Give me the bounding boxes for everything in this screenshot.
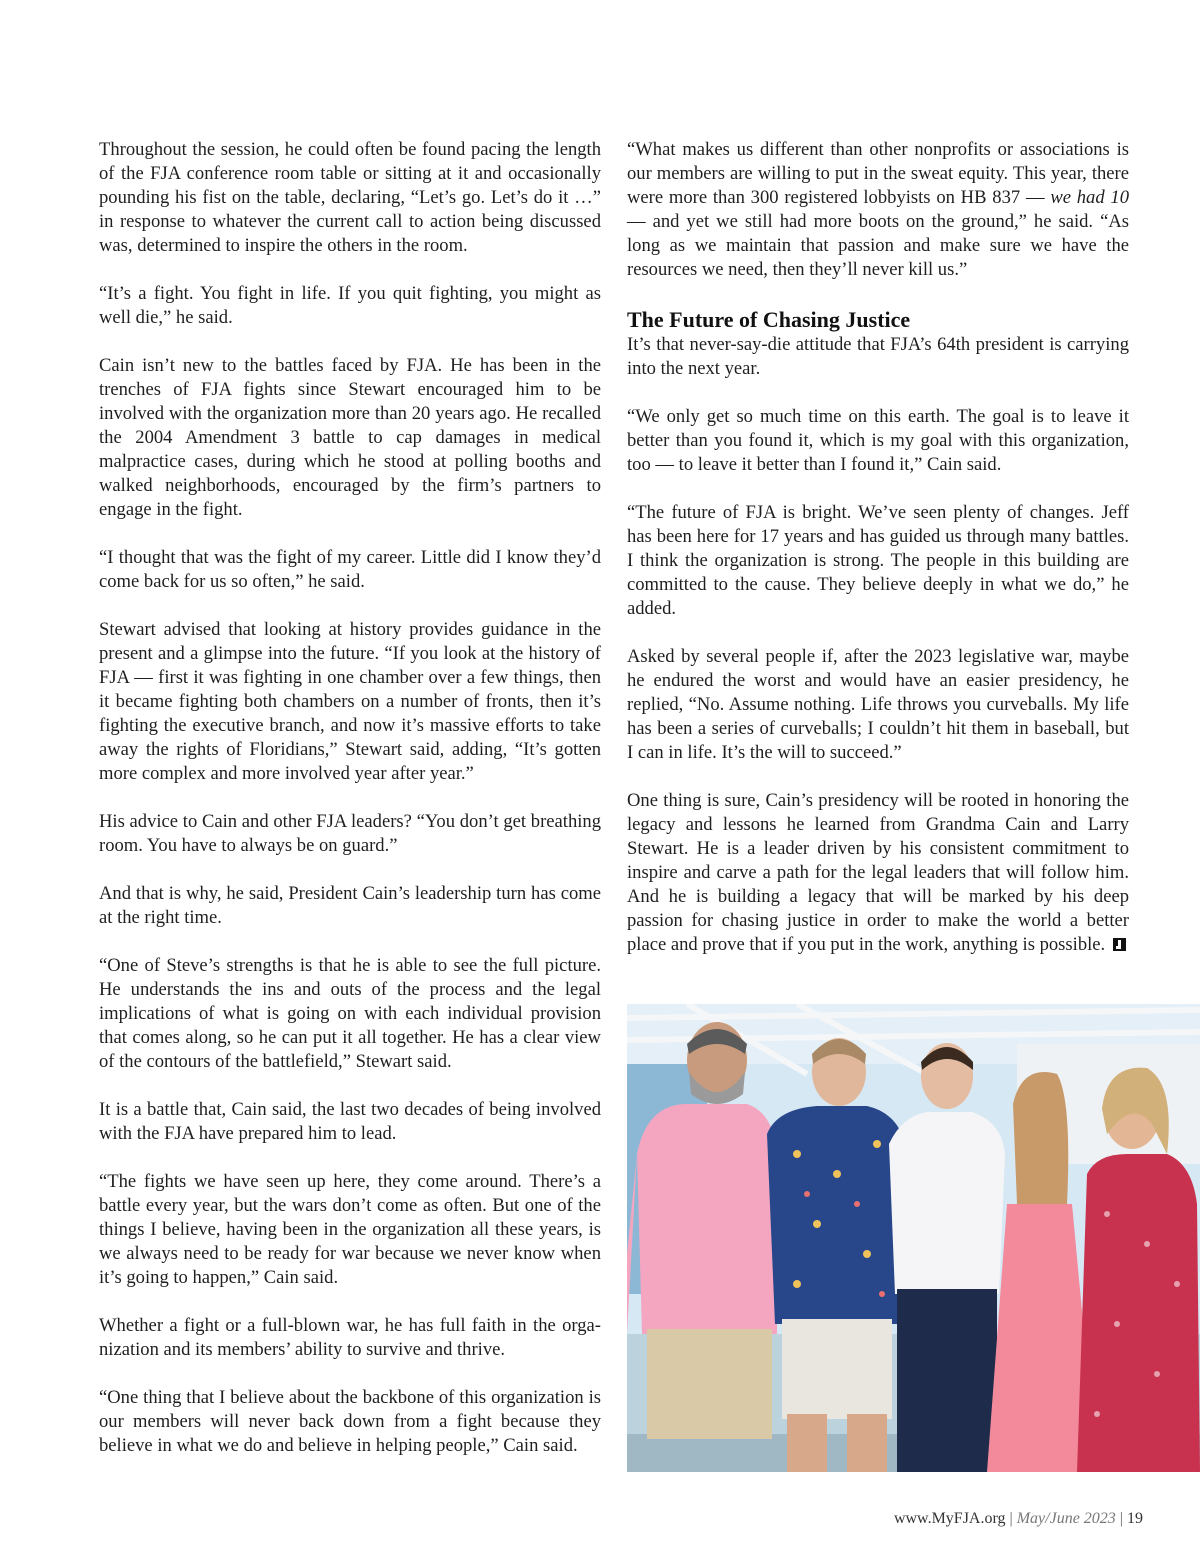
left-paragraph-12: “One thing that I believe about the backbone of this organization is our members will never back down from a fight because they believe in what we do and believe in helping people,” Cain said. bbox=[99, 1387, 601, 1456]
intro-italic-text: we had 10 bbox=[1050, 187, 1129, 208]
left-paragraph-5: Stewart advised that looking at history provides guidance in the present and a glimpse into the future. “If you look at the history of FJA — first it was fighting in one chamber over a few things, then it became fighting both chambers on a number of fronts, then it’s fighting the executive branch, and now it’s massive efforts to take away the rights of Floridians,” Stewart said, adding, “It’s gotten more complex and more involved year after year.” bbox=[99, 619, 601, 784]
right-paragraph-3: “The future of FJA is bright. We’ve seen plenty of changes. Jeff has been here for 17 years and has guided us through many battles. I think the organization is strong. The people in this building are committed to the cause. They believe deeply in what we do,” he added. bbox=[627, 502, 1129, 619]
family-photo-illustration bbox=[627, 1004, 1200, 1472]
left-paragraph-10: “The fights we have seen up here, they come around. There’s a battle every year, but the wars don’t come as often. But one of the things I believe, having been in the organization all these years, is we always need to be ready for war because we never know when it’s going to happen,” Cain said. bbox=[99, 1171, 601, 1288]
right-column bbox=[627, 138, 1129, 981]
right-paragraph-1: It’s that never-say-die attitude that FJA’s 64th president is carrying into the next year. bbox=[627, 334, 1129, 379]
left-paragraph-4: “I thought that was the fight of my career. Little did I know they’d come back for us so often,” he said. bbox=[99, 547, 601, 592]
left-paragraph-6: His advice to Cain and other FJA leaders? “You don’t get breathing room. You have to always be on guard.” bbox=[99, 811, 601, 856]
left-paragraph-11: Whether a fight or a full-blown war, he has full faith in the organization and its members’ ability to survive and thrive. bbox=[99, 1315, 601, 1360]
left-paragraph-3: Cain isn’t new to the battles faced by FJA. He has been in the trenches of FJA fights since Stewart encouraged him to be involved with the organization more than 20 years ago. He recalled the 2004 Amendment 3 battle to cap damages in medical malpractice cases, during which he stood at polling booths and walked neighborhoods, encouraged by the firm’s partners to engage in the fight. bbox=[99, 355, 601, 520]
footer-issue: May/June 2023 bbox=[1016, 1510, 1116, 1527]
closing-text: One thing is sure, Cain’s presidency will be rooted in honoring the legacy and lessons he learned from Grandma Cain and Larry Stewart. He is a leader driven by his consistent commitment to inspire and carve a path for the legal leaders that will follow him. And he is building a legacy that will be marked by his deep passion for chasing justice in order to make the world a better place and prove that if you put in the work, anything is possible. bbox=[627, 790, 1129, 955]
left-column bbox=[99, 138, 601, 1482]
article-end-icon bbox=[1113, 938, 1126, 951]
left-paragraph-9: It is a battle that, Cain said, the last two decades of being involved with the FJA have prepared him to lead. bbox=[99, 1099, 601, 1144]
family-photo bbox=[627, 1004, 1200, 1472]
intro-text-end: — and yet we still had more boots on the ground,” he said. “As long as we maintain that passion and make sure we have the resources we need, then they’ll never kill us.” bbox=[627, 211, 1129, 280]
right-closing-paragraph bbox=[627, 789, 1129, 957]
footer-divider-2: | bbox=[1119, 1510, 1123, 1527]
right-intro-paragraph bbox=[627, 138, 1129, 282]
section-heading: The Future of Chasing Justice bbox=[627, 307, 911, 332]
intro-text-start: “What makes us different than other nonprofits or associations is our members are willing to put in the sweat equity. This year, there were more than 300 registered lobbyists on HB 837 — bbox=[627, 139, 1129, 208]
left-paragraph-2: “It’s a fight. You fight in life. If you quit fighting, you might as well die,” he said. bbox=[99, 283, 601, 328]
footer-divider: | bbox=[1009, 1510, 1013, 1527]
footer-website: www.MyFJA.org bbox=[893, 1510, 1006, 1527]
page-footer bbox=[894, 1508, 1143, 1530]
left-paragraph-8: “One of Steve’s strengths is that he is able to see the full picture. He understands the ins and outs of the process and the legal implications of what is going on with each individual provision that comes along, so he can put it all together. He has a clear view of the contours of the battlefield,” Stewart said. bbox=[99, 955, 601, 1072]
left-paragraph-7: And that is why, he said, President Cain’s leadership turn has come at the right time. bbox=[99, 883, 601, 928]
right-paragraph-2: “We only get so much time on this earth. The goal is to leave it better than you found it, which is my goal with this organization, too — to leave it better than I found it,” Cain said. bbox=[627, 406, 1129, 475]
right-paragraph-4: Asked by several people if, after the 2023 legislative war, maybe he endured the worst and would have an easier presidency, he replied, “No. Assume nothing. Life throws you curveballs. My life has been a series of curveballs; I couldn’t hit them in baseball, but I can in life. It’s the will to succeed.” bbox=[627, 646, 1129, 763]
page-number: 19 bbox=[1127, 1510, 1143, 1527]
left-paragraph-1: Throughout the session, he could often be found pacing the length of the FJA conference room table or sitting at it and occasionally pounding his fist on the table, declaring, “Let’s go. Let’s do it …” in response to whatever the current call to action being discussed was, determined to inspire the others in the room. bbox=[99, 139, 601, 256]
